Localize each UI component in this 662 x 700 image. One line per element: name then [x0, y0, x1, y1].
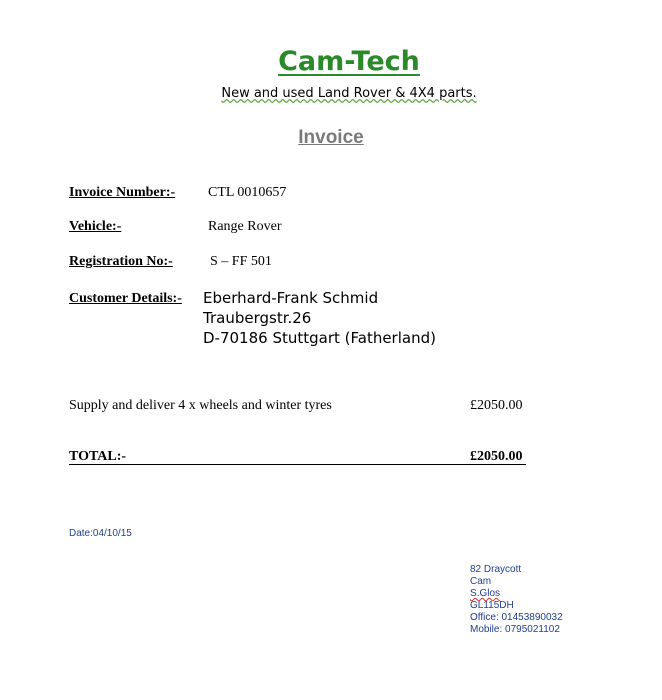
total-label: TOTAL:-	[69, 449, 127, 464]
brand-tagline: New and used Land Rover & 4X4 parts.	[221, 86, 477, 101]
registration-value: S – FF 501	[210, 254, 272, 269]
address-postcode: GL115DH	[470, 600, 514, 611]
customer-details-label: Customer Details:-	[69, 291, 182, 306]
vehicle-value: Range Rover	[208, 219, 282, 234]
brand-name: Cam-Tech	[278, 46, 420, 77]
customer-name: Eberhard-Frank Schmid	[203, 289, 379, 307]
address-office-phone: Office: 01453890032	[470, 612, 563, 623]
line-item-description: Supply and deliver 4 x wheels and winter tyres	[69, 398, 332, 413]
invoice-number-value: CTL 0010657	[208, 185, 287, 200]
invoice-title: Invoice	[298, 127, 364, 148]
address-town: Cam	[470, 576, 492, 587]
address-mobile-phone: Mobile: 0795021102	[470, 624, 560, 635]
total-underline	[69, 464, 526, 465]
total-amount: £2050.00	[470, 449, 523, 464]
customer-details	[203, 288, 436, 348]
address-street-text: 82 Draycott	[470, 564, 522, 575]
registration-label: Registration No:-	[69, 254, 173, 269]
vehicle-label: Vehicle:-	[69, 219, 122, 234]
company-address	[470, 564, 563, 636]
customer-street: Traubergstr.26	[203, 309, 312, 327]
invoice-number-label: Invoice Number:-	[69, 185, 176, 200]
address-street	[470, 564, 563, 576]
invoice-date: Date:04/10/15	[69, 528, 132, 539]
address-county: S.Glos	[470, 588, 501, 599]
customer-city: D-70186 Stuttgart (Fatherland)	[203, 329, 436, 347]
line-item-amount: £2050.00	[470, 398, 523, 413]
